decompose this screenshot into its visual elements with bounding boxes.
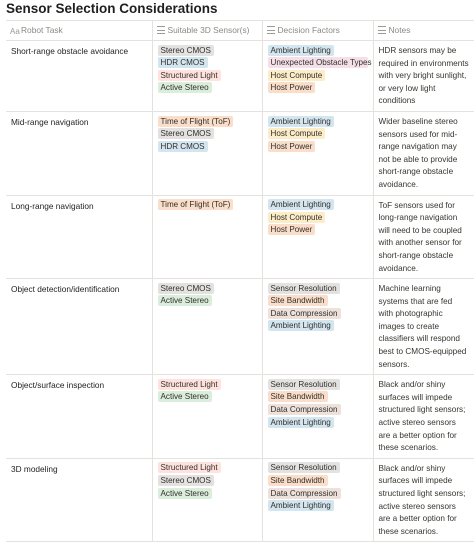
sensors-cell[interactable] xyxy=(152,41,262,112)
page-title: Sensor Selection Considerations xyxy=(6,1,218,16)
sensor-tag: HDR CMOS xyxy=(158,57,208,68)
sensor-tag: Structured Light xyxy=(158,462,221,473)
factor-tag: Ambient Lighting xyxy=(268,199,334,210)
factor-tag: Site Bandwidth xyxy=(268,391,328,402)
sensors-cell[interactable] xyxy=(152,458,262,542)
factor-tag: Sensor Resolution xyxy=(268,283,340,294)
notes-cell[interactable]: Machine learning systems that are fed with photographic images to create classifiers will respond best to CMOS-equipped sensors. xyxy=(373,279,474,375)
sensors-cell[interactable] xyxy=(152,279,262,375)
sensor-tag: Stereo CMOS xyxy=(158,128,214,139)
table-row[interactable] xyxy=(6,195,474,279)
sensor-tag: Time of Flight (ToF) xyxy=(158,116,234,127)
sensor-tag: Time of Flight (ToF) xyxy=(158,199,234,210)
multi-select-property-icon xyxy=(267,26,275,34)
text-lines-property-icon xyxy=(378,26,386,34)
sensor-tag: Active Stereo xyxy=(158,488,212,499)
factors-cell[interactable] xyxy=(262,111,373,195)
factor-tag: Ambient Lighting xyxy=(268,45,334,56)
factor-tag: Data Compression xyxy=(268,404,341,415)
factor-tag: Host Power xyxy=(268,224,316,235)
robot-task-cell[interactable]: Mid-range navigation xyxy=(6,111,152,195)
factor-tag: Host Power xyxy=(268,82,316,93)
table-row[interactable] xyxy=(6,41,474,112)
notes-cell[interactable]: HDR sensors may be required in environments with very bright sunlight, or very low light conditions xyxy=(373,41,474,112)
text-property-icon: Aa xyxy=(10,27,20,36)
factors-cell[interactable] xyxy=(262,458,373,542)
sensor-tag: HDR CMOS xyxy=(158,141,208,152)
sensor-tag: Active Stereo xyxy=(158,391,212,402)
column-header-suitable-sensors[interactable]: Suitable 3D Sensor(s) xyxy=(152,21,262,41)
factor-tag: Host Compute xyxy=(268,128,326,139)
sensors-cell[interactable] xyxy=(152,111,262,195)
factor-tag: Site Bandwidth xyxy=(268,475,328,486)
sensor-tag: Structured Light xyxy=(158,379,221,390)
factor-tag: Sensor Resolution xyxy=(268,379,340,390)
table-row[interactable] xyxy=(6,375,474,459)
robot-task-cell[interactable]: 3D modeling xyxy=(6,458,152,542)
notes-cell[interactable]: Black and/or shiny surfaces will impede structured light sensors; active stereo sensors are a better option for these scenarios. xyxy=(373,375,474,459)
table-body xyxy=(6,41,474,542)
robot-task-cell[interactable]: Long-range navigation xyxy=(6,195,152,279)
robot-task-cell[interactable]: Object/surface inspection xyxy=(6,375,152,459)
factor-tag: Sensor Resolution xyxy=(268,462,340,473)
factor-tag: Host Power xyxy=(268,141,316,152)
factors-cell[interactable] xyxy=(262,375,373,459)
notes-cell[interactable]: Black and/or shiny surfaces will impede structured light sensors; active stereo sensors are a better option for these scenarios. xyxy=(373,458,474,542)
column-header-decision-factors[interactable]: Decision Factors xyxy=(262,21,373,41)
factor-tag: Ambient Lighting xyxy=(268,116,334,127)
factor-tag: Ambient Lighting xyxy=(268,500,334,511)
sensor-tag: Stereo CMOS xyxy=(158,45,214,56)
sensor-tag: Active Stereo xyxy=(158,82,212,93)
considerations-table xyxy=(6,20,474,542)
notes-cell[interactable]: ToF sensors used for long-range navigation will need to be coupled with another sensor for short-range obstacle avoidance. xyxy=(373,195,474,279)
sensor-tag: Stereo CMOS xyxy=(158,283,214,294)
factors-cell[interactable] xyxy=(262,195,373,279)
sensors-cell[interactable] xyxy=(152,195,262,279)
column-header-notes[interactable]: Notes xyxy=(373,21,474,41)
factors-cell[interactable] xyxy=(262,279,373,375)
factors-cell[interactable] xyxy=(262,41,373,112)
sensor-tag: Structured Light xyxy=(158,70,221,81)
table-row[interactable] xyxy=(6,111,474,195)
multi-select-property-icon xyxy=(157,26,165,34)
robot-task-cell[interactable]: Object detection/identification xyxy=(6,279,152,375)
table-row[interactable] xyxy=(6,279,474,375)
factor-tag: Host Compute xyxy=(268,212,326,223)
factor-tag: Data Compression xyxy=(268,308,341,319)
sensor-tag: Stereo CMOS xyxy=(158,475,214,486)
robot-task-cell[interactable]: Short-range obstacle avoidance xyxy=(6,41,152,112)
factor-tag: Ambient Lighting xyxy=(268,417,334,428)
factor-tag: Data Compression xyxy=(268,488,341,499)
sensor-tag: Active Stereo xyxy=(158,295,212,306)
sensors-cell[interactable] xyxy=(152,375,262,459)
table-header xyxy=(6,21,474,41)
table-row[interactable] xyxy=(6,458,474,542)
factor-tag: Unexpected Obstacle Types xyxy=(268,57,368,68)
factor-tag: Host Compute xyxy=(268,70,326,81)
column-header-robot-task[interactable]: AaRobot Task xyxy=(6,21,152,41)
factor-tag: Site Bandwidth xyxy=(268,295,328,306)
notes-cell[interactable]: Wider baseline stereo sensors used for mid-range navigation may not be able to provide short-range obstacle avoidance. xyxy=(373,111,474,195)
factor-tag: Ambient Lighting xyxy=(268,320,334,331)
